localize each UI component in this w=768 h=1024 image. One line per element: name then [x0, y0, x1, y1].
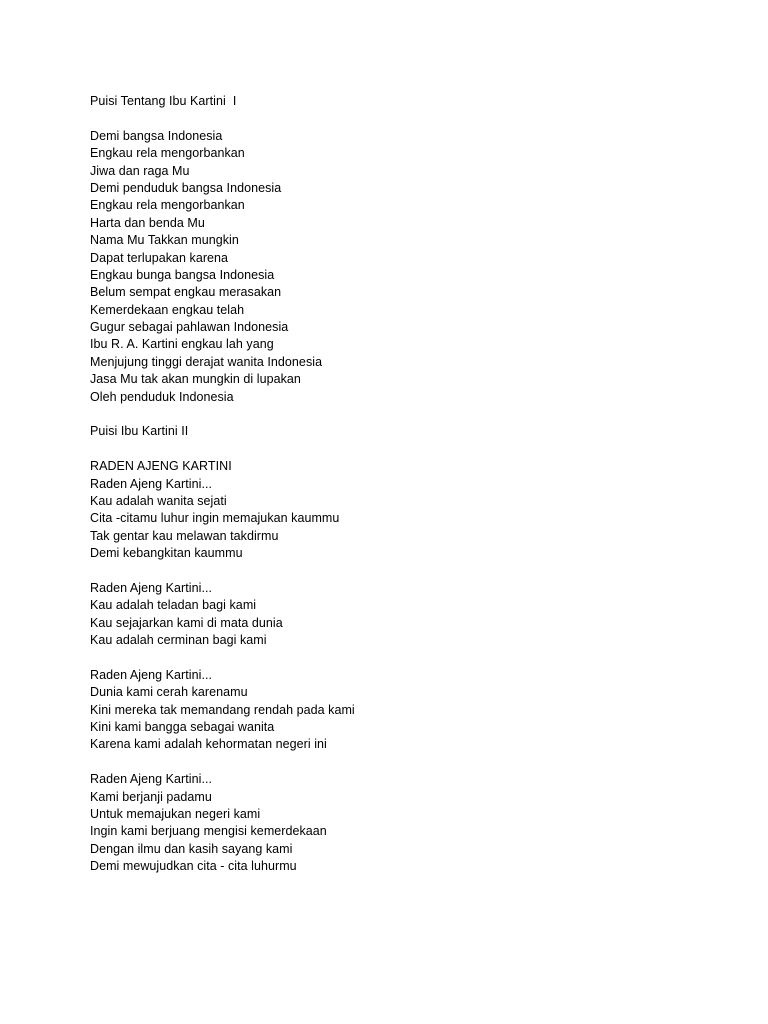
- poem1-line: Menjujung tinggi derajat wanita Indonesia: [90, 354, 323, 369]
- poem1-line: Harta dan benda Mu: [90, 215, 205, 230]
- spacer: [90, 754, 730, 771]
- poem1-line: Jasa Mu tak akan mungkin di lupakan: [90, 372, 301, 387]
- spacer: [90, 563, 730, 580]
- poem2-line: Dengan ilmu dan kasih sayang kami: [90, 841, 293, 856]
- poem2-line: Kau adalah cerminan bagi kami: [90, 633, 267, 648]
- poem2-line: Kau sejajarkan kami di mata dunia: [90, 615, 283, 630]
- poem1-line: Dapat terlupakan karena: [90, 250, 229, 265]
- poem2-line: Demi mewujudkan cita - cita luhurmu: [90, 859, 297, 874]
- poem1-line: Engkau rela mengorbankan: [90, 198, 245, 213]
- poem1-line: Nama Mu Takkan mungkin: [90, 233, 239, 248]
- poem2-line: Ingin kami berjuang mengisi kemerdekaan: [90, 824, 327, 839]
- poem2-line: Tak gentar kau melawan takdirmu: [90, 528, 279, 543]
- poem1-line: Oleh penduduk Indonesia: [90, 389, 234, 404]
- poem2-line: Kau adalah teladan bagi kami: [90, 598, 257, 613]
- poem1-line: Demi penduduk bangsa Indonesia: [90, 180, 282, 195]
- poem2-line: Dunia kami cerah karenamu: [90, 685, 248, 700]
- poem2-line: Cita -citamu luhur ingin memajukan kaummu: [90, 511, 340, 526]
- poem2-line: Demi kebangkitan kaummu: [90, 546, 243, 561]
- poem2-line: Raden Ajeng Kartini...: [90, 772, 213, 787]
- poem2-line: Raden Ajeng Kartini...: [90, 667, 213, 682]
- poem2-line: Karena kami adalah kehormatan negeri ini: [90, 737, 327, 752]
- poem1-title: Puisi Tentang Ibu Kartini I: [90, 94, 237, 108]
- document-page: [90, 93, 730, 876]
- poem1-line: Ibu R. A. Kartini engkau lah yang: [90, 337, 274, 352]
- poem2-line: Raden Ajeng Kartini...: [90, 580, 213, 595]
- spacer: [90, 110, 730, 127]
- poem2-line: Kami berjanji padamu: [90, 789, 212, 804]
- poem1-line: Belum sempat engkau merasakan: [90, 285, 282, 300]
- poem1-line: Demi bangsa Indonesia: [90, 128, 223, 143]
- poem1-line: Gugur sebagai pahlawan Indonesia: [90, 320, 289, 335]
- poem1-line: Engkau rela mengorbankan: [90, 146, 245, 161]
- poem2-line: Kini kami bangga sebagai wanita: [90, 720, 275, 735]
- spacer: [90, 441, 730, 458]
- poem2-subtitle: RADEN AJENG KARTINI: [90, 459, 232, 474]
- poem1-line: Engkau bunga bangsa Indonesia: [90, 267, 275, 282]
- poem2-line: Raden Ajeng Kartini...: [90, 476, 213, 491]
- spacer: [90, 650, 730, 667]
- poem1-line: Kemerdekaan engkau telah: [90, 302, 245, 317]
- poem1-line: Jiwa dan raga Mu: [90, 163, 190, 178]
- spacer: [90, 406, 730, 423]
- poem2-title: Puisi Ibu Kartini II: [90, 424, 189, 439]
- poem2-line: Untuk memajukan negeri kami: [90, 807, 261, 822]
- poem2-line: Kini mereka tak memandang rendah pada kami: [90, 702, 355, 717]
- poem2-line: Kau adalah wanita sejati: [90, 493, 227, 508]
